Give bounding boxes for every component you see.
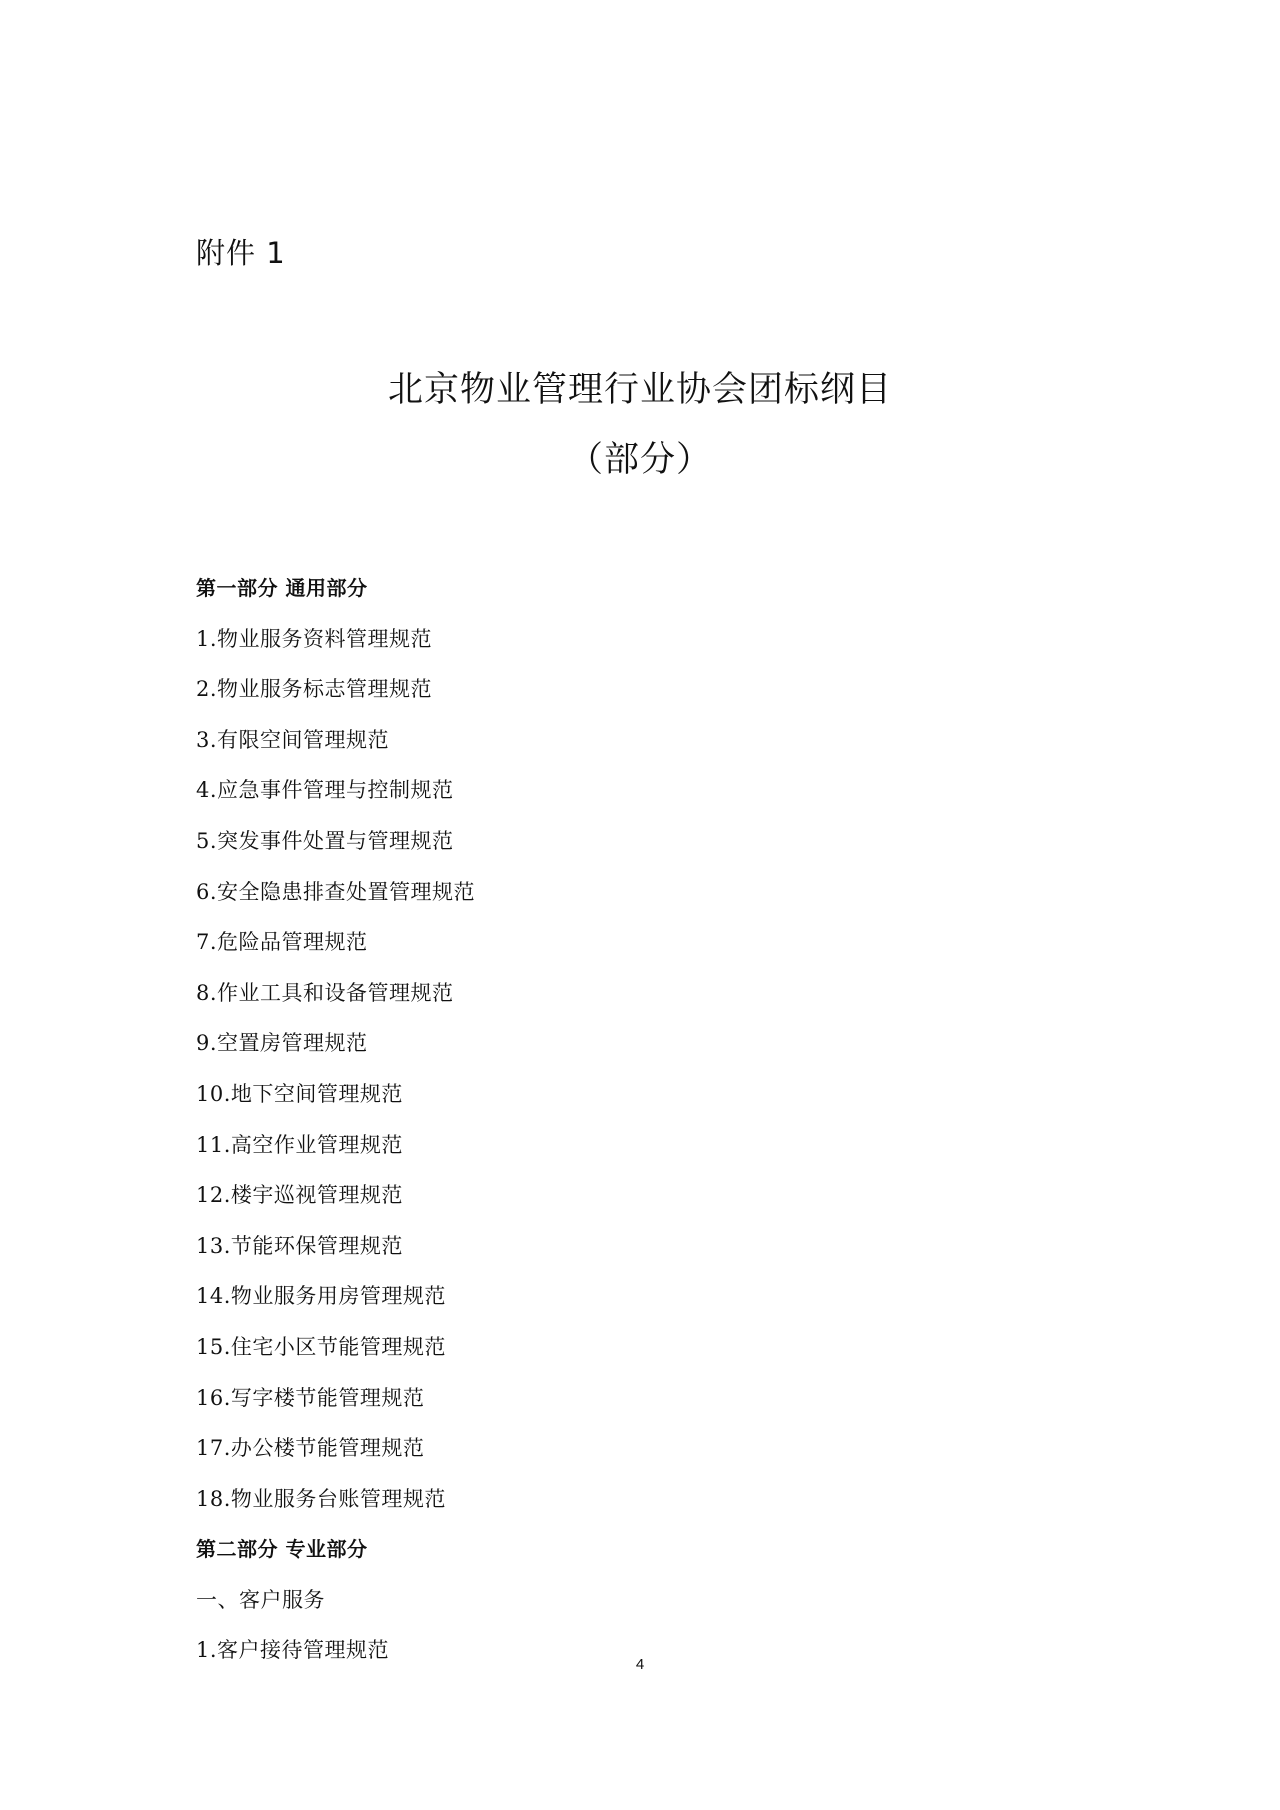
- section-heading: 第一部分 通用部分: [196, 576, 368, 600]
- list-item: 4.应急事件管理与控制规范: [196, 778, 454, 803]
- list-item: 16.写字楼节能管理规范: [196, 1385, 425, 1410]
- page-number: 4: [635, 1656, 645, 1673]
- list-item: 5.突发事件处置与管理规范: [196, 828, 454, 853]
- list-item: 6.安全隐患排查处置管理规范: [196, 879, 476, 904]
- subsection-heading: 一、客户服务: [196, 1587, 325, 1612]
- list-item: 17.办公楼节能管理规范: [196, 1436, 425, 1461]
- list-item: 14.物业服务用房管理规范: [196, 1284, 446, 1309]
- list-item: 3.有限空间管理规范: [196, 727, 390, 752]
- list-item: 7.危险品管理规范: [196, 930, 368, 955]
- standards-list: [196, 563, 1096, 1676]
- list-item: 11.高空作业管理规范: [196, 1132, 403, 1157]
- document-title: 北京物业管理行业协会团标纲目: [387, 370, 892, 410]
- list-item: 15.住宅小区节能管理规范: [196, 1334, 446, 1359]
- list-item: 13.节能环保管理规范: [196, 1233, 403, 1258]
- list-item: 1.物业服务资料管理规范: [196, 626, 433, 651]
- list-item: 10.地下空间管理规范: [196, 1081, 403, 1106]
- list-item: 12.楼宇巡视管理规范: [196, 1183, 403, 1208]
- list-item: 2.物业服务标志管理规范: [196, 677, 433, 702]
- list-item: 8.作业工具和设备管理规范: [196, 980, 454, 1005]
- attachment-label: 附件 1: [196, 236, 286, 270]
- list-item: 1.客户接待管理规范: [196, 1638, 390, 1663]
- section-heading: 第二部分 专业部分: [196, 1537, 368, 1562]
- document-subtitle: （部分）: [567, 440, 712, 480]
- list-item: 9.空置房管理规范: [196, 1031, 368, 1056]
- list-item: 18.物业服务台账管理规范: [196, 1486, 446, 1511]
